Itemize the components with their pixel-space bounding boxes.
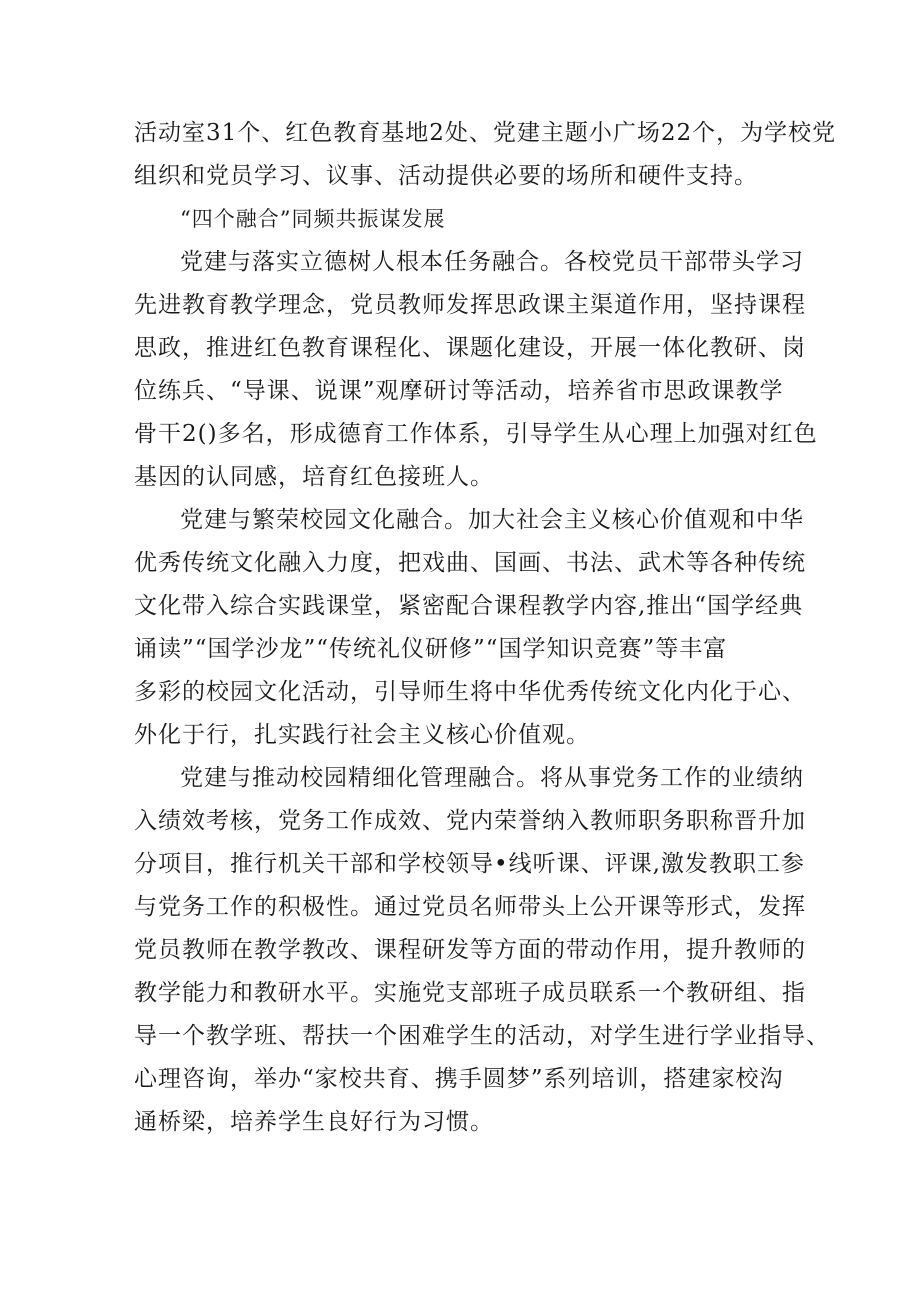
- text-line: 心理咨询，举办“家校共育、携手圆梦”系列培训，搭建家校沟: [134, 1066, 784, 1092]
- text-line: 骨干2()多名，形成德育工作体系，引导学生从心理上加强对红色: [134, 421, 818, 447]
- text-line: 思政，推进红色教育课程化、课题化建设，开展一体化教研、岗: [134, 335, 806, 361]
- text-line: 教学能力和教研水平。实施党支部班子成员联系一个教研组、指: [134, 980, 806, 1006]
- text-line: 位练兵、“导课、说课”观摩研讨等活动，培养省市思政课教学: [134, 378, 784, 404]
- text-line: 通桥梁，培养学生良好行为习惯。: [134, 1109, 494, 1135]
- text-line: 党建与繁荣校园文化融合。加大社会主义核心价值观和中华: [180, 507, 804, 533]
- section-heading: “四个融合”同频共振谋发展: [180, 207, 446, 231]
- text-line: 分项目，推行机关干部和学校领导•线听课、评课,激发教职工参: [134, 851, 805, 877]
- paragraph-fine-management: [134, 757, 830, 1144]
- text-line: 诵读”“国学沙龙”“传统礼仪研修”“国学知识竞赛”等丰富: [134, 636, 728, 662]
- intro-paragraph: [134, 112, 837, 198]
- text-line: 党建与推动校园精细化管理融合。将从事党务工作的业绩纳: [180, 765, 804, 791]
- paragraph-moral-education: [134, 241, 818, 499]
- text-line: 党建与落实立德树人根本任务融合。各校党员干部带头学习: [180, 249, 804, 275]
- text-line: 基因的认同感，培育红色接班人。: [134, 464, 494, 490]
- text-line: 与党务工作的积极性。通过党员名师带头上公开课等形式，发挥: [134, 894, 806, 920]
- document-body: [134, 112, 837, 1144]
- text-line: 先进教育教学理念，党员教师发挥思政课主渠道作用，坚持课程: [134, 292, 806, 318]
- text-line: 优秀传统文化融入力度，把戏曲、国画、书法、武术等各种传统: [134, 550, 806, 576]
- text-line: 多彩的校园文化活动，引导师生将中华优秀传统文化内化于心、: [134, 679, 806, 705]
- text-line: 组织和党员学习、议事、活动提供必要的场所和硬件支持。: [134, 163, 758, 189]
- paragraph-campus-culture: [134, 499, 806, 757]
- text-line: 外化于行，扎实践行社会主义核心价值观。: [134, 722, 590, 748]
- text-line: 入绩效考核，党务工作成效、党内荣誉纳入教师职务职称晋升加: [134, 808, 806, 834]
- text-line: 导一个教学班、帮扶一个困难学生的活动，对学生进行学业指导、: [134, 1023, 830, 1049]
- text-line: 党员教师在教学教改、课程研发等方面的带动作用，提升教师的: [134, 937, 806, 963]
- text-line: 活动室31个、红色教育基地2处、党建主题小广场22个，为学校党: [134, 120, 837, 146]
- text-line: 文化带入综合实践课堂，紧密配合课程教学内容,推出“国学经典: [134, 593, 804, 619]
